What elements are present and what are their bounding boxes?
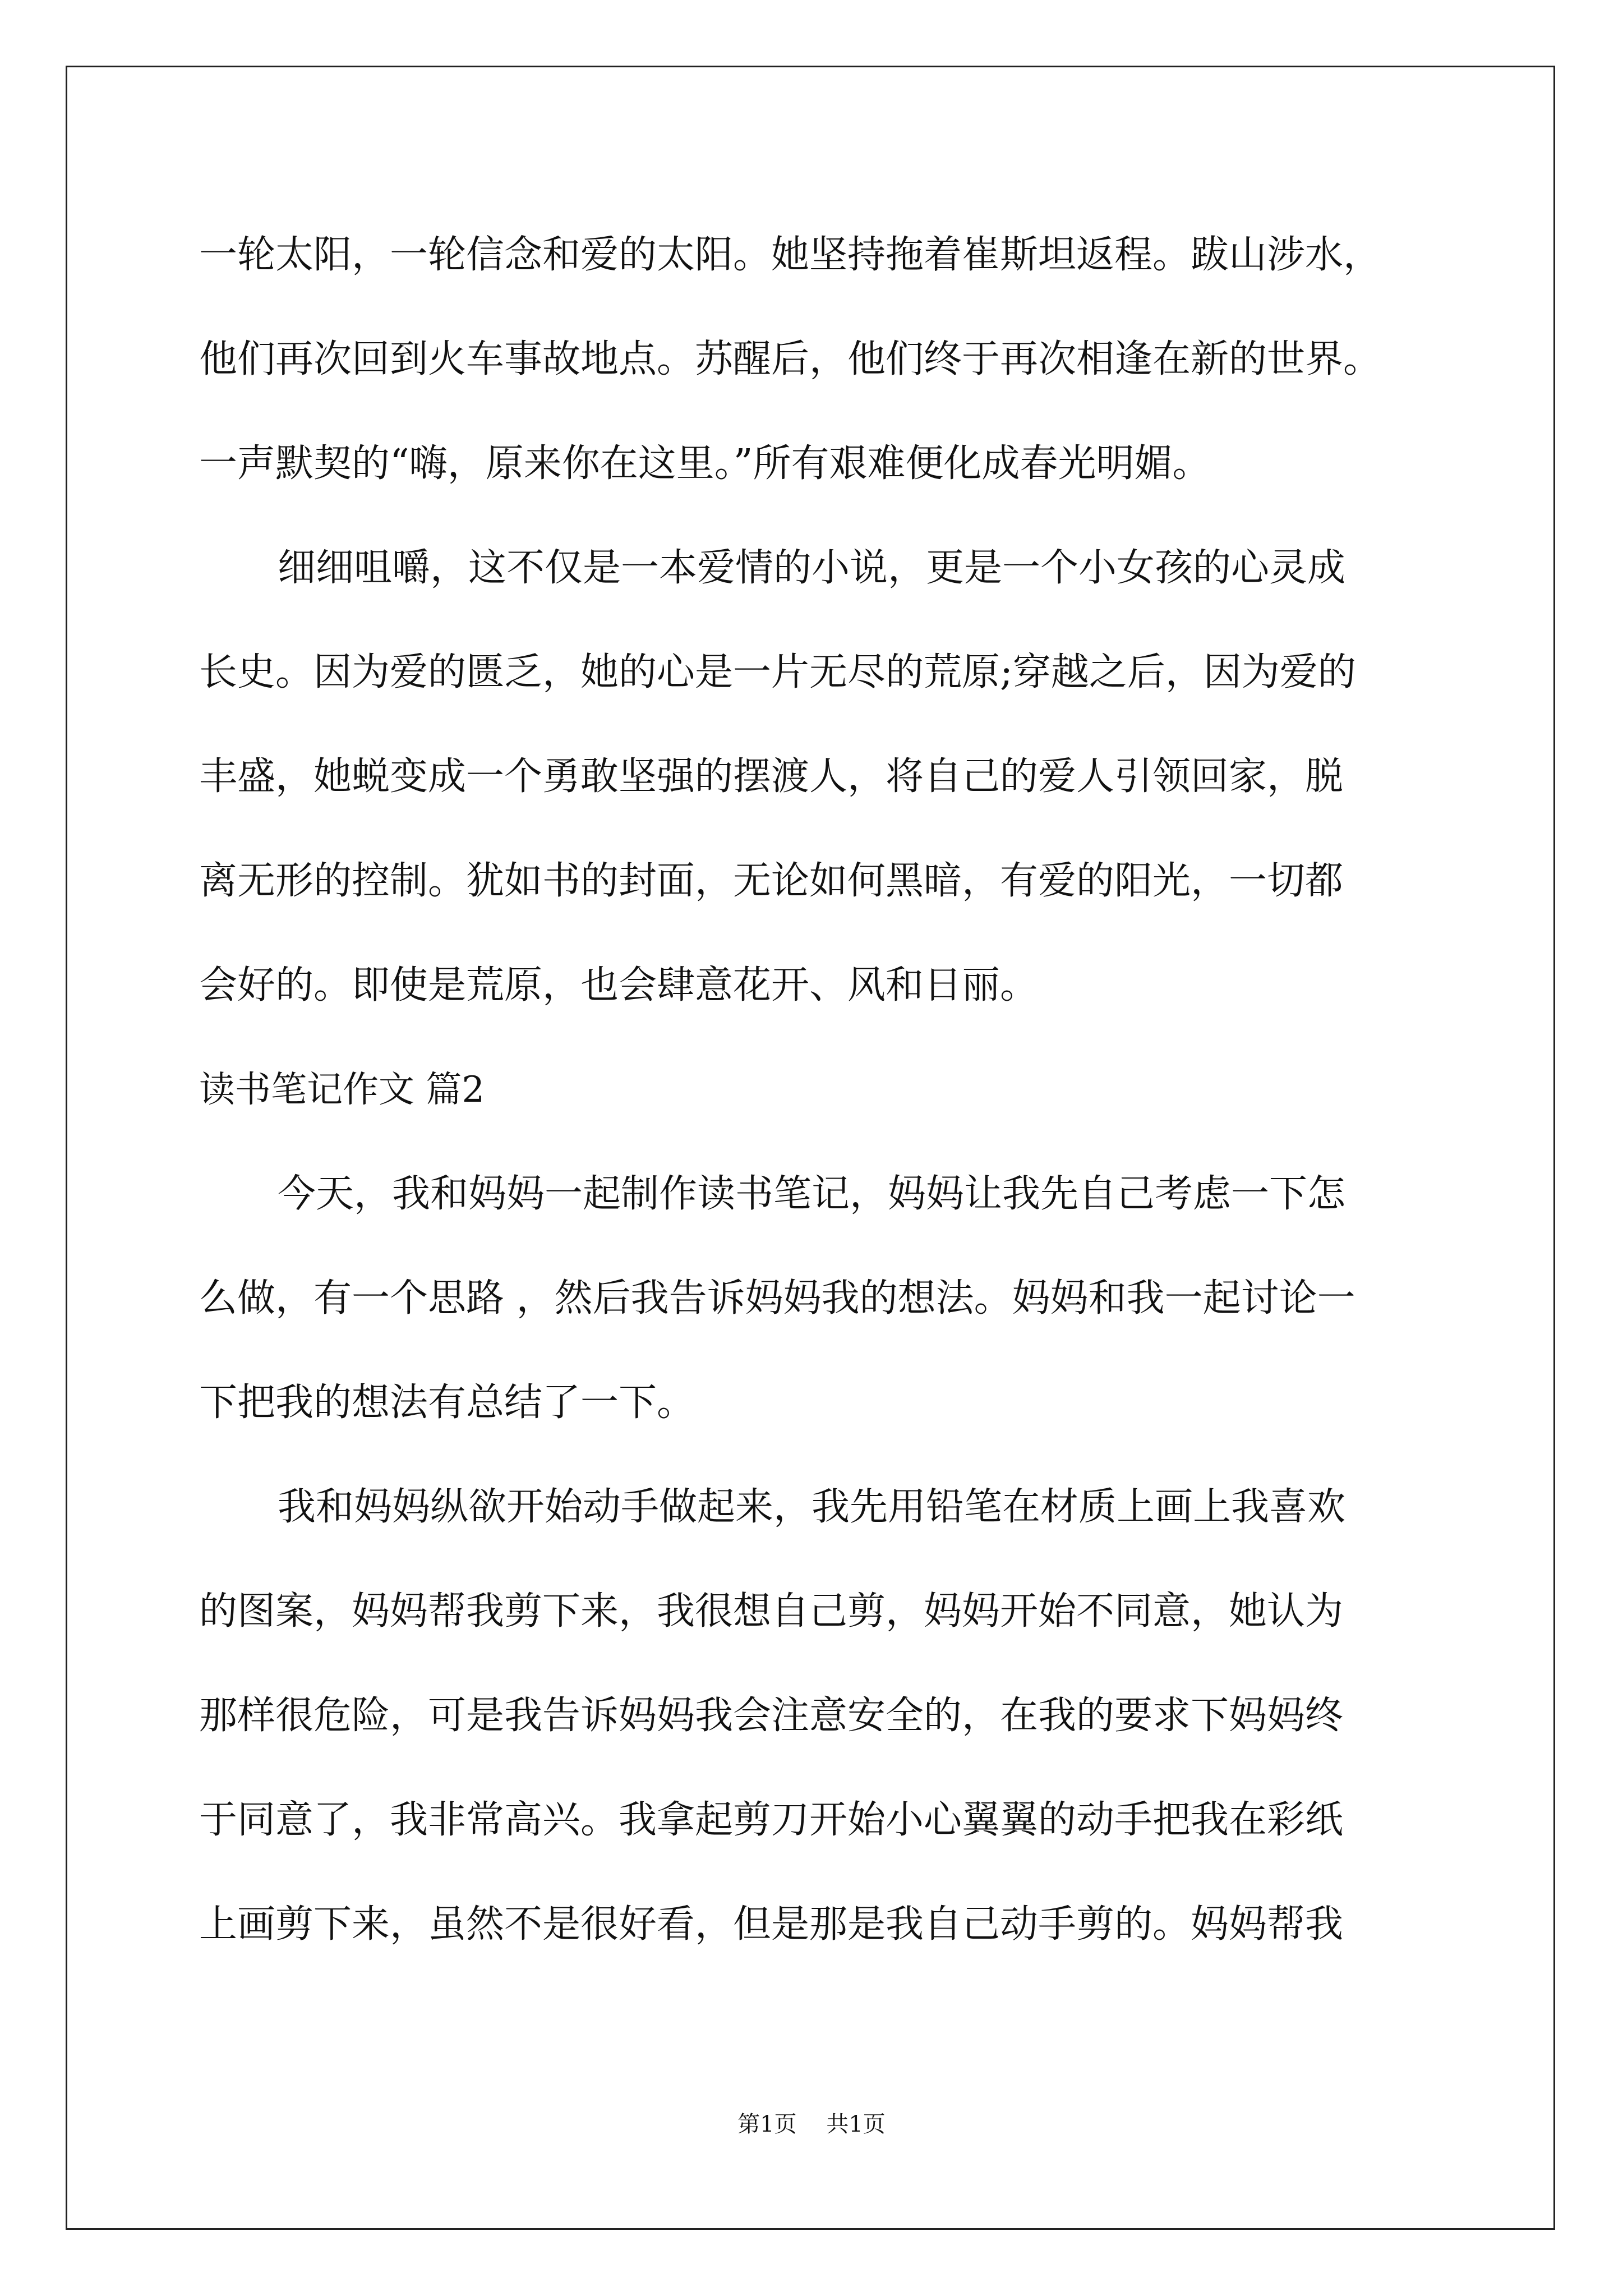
paragraph-first-line: 细细咀嚼，这不仅是一本爱情的小说，更是一个小女孩的心灵成 (278, 546, 1346, 590)
text-line: 下把我的想法有总结了一下。 (199, 1381, 695, 1425)
text-line: 长史。因为爱的匮乏，她的心是一片无尽的荒原;穿越之后，因为爱的 (199, 650, 1356, 694)
text-line: 离无形的控制。犹如书的封面，无论如何黑暗，有爱的阳光，一切都 (199, 859, 1344, 903)
text-line: 那样很危险，可是我告诉妈妈我会注意安全的，在我的要求下妈妈终 (199, 1694, 1344, 1738)
text-line: 于同意了，我非常高兴。我拿起剪刀开始小心翼翼的动手把我在彩纸 (199, 1798, 1344, 1842)
page-total: 共1页 (826, 2111, 886, 2137)
paragraph-first-line: 今天，我和妈妈一起制作读书笔记，妈妈让我先自己考虑一下怎 (278, 1172, 1346, 1216)
text-line: 一声默契的“嗨，原来你在这里。”所有艰难便化成春光明媚。 (199, 441, 1211, 486)
text-line: 的图案，妈妈帮我剪下来，我很想自己剪，妈妈开始不同意，她认为 (199, 1589, 1344, 1634)
text-line: 会好的。即使是荒原，也会肆意花开、风和日丽。 (199, 963, 1039, 1007)
text-line: 么做，有一个思路 ，然后我告诉妈妈我的想法。妈妈和我一起讨论一 (199, 1276, 1355, 1320)
text-line: 上画剪下来，虽然不是很好看，但是那是我自己动手剪的。妈妈帮我 (199, 1902, 1344, 1947)
section-heading: 读书笔记作文 篇2 (199, 1069, 485, 1111)
text-line: 他们再次回到火车事故地点。苏醒后，他们终于再次相逢在新的世界。 (199, 337, 1382, 381)
document-body (199, 203, 1433, 1977)
page-number: 第1页 (737, 2111, 797, 2137)
page-footer (0, 2106, 1623, 2138)
text-line: 丰盛，她蜕变成一个勇敢坚强的摆渡人，将自己的爱人引领回家，脱 (199, 754, 1344, 799)
paragraph-first-line: 我和妈妈纵欲开始动手做起来，我先用铅笔在材质上画上我喜欢 (278, 1485, 1346, 1529)
text-line: 一轮太阳，一轮信念和爱的太阳。她坚持拖着崔斯坦返程。跋山涉水， (199, 233, 1382, 277)
